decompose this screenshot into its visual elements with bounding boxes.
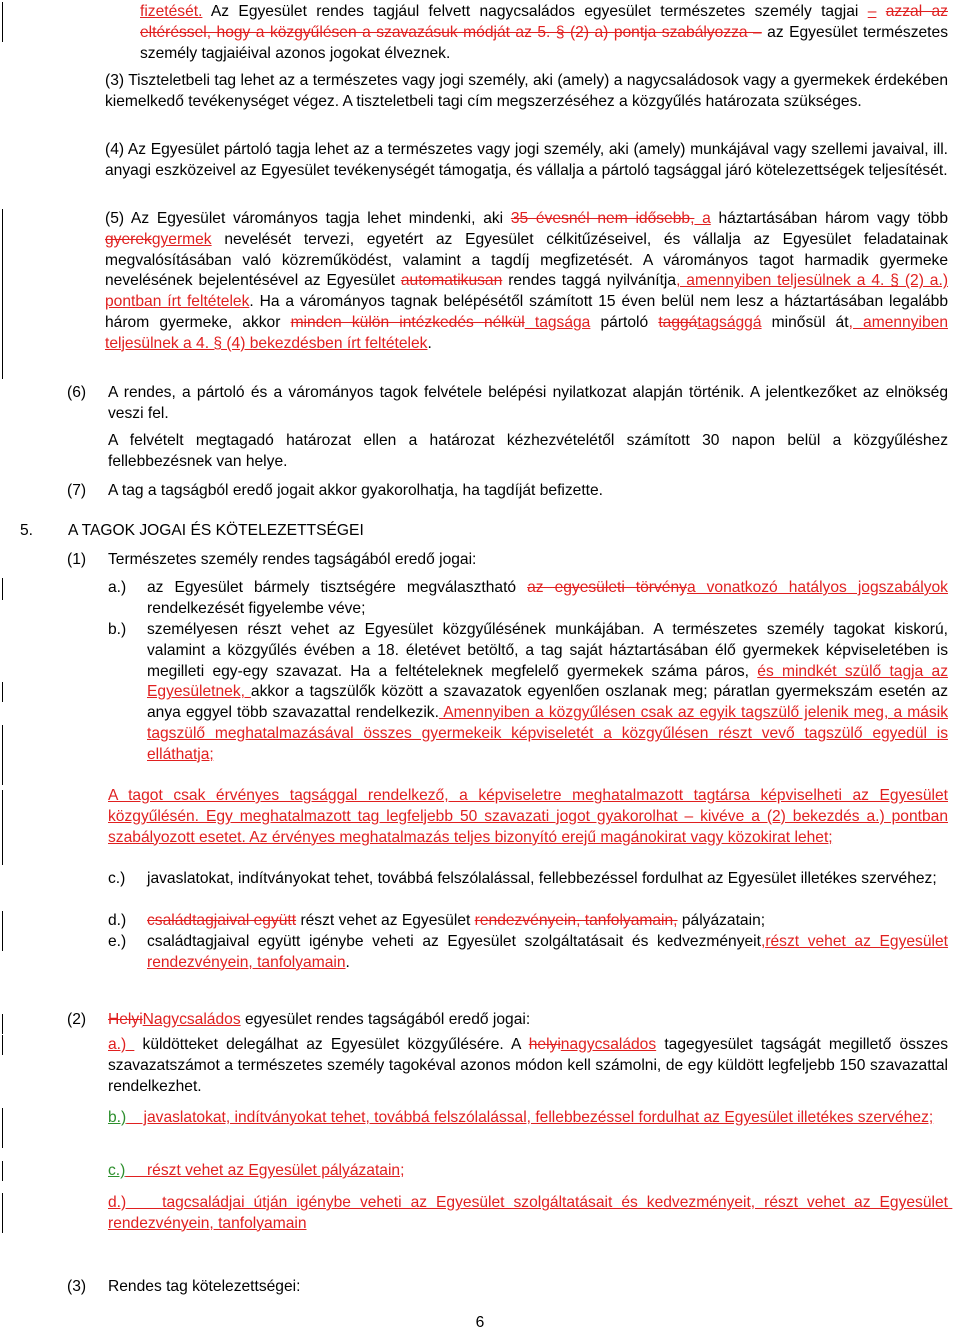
section-title: A TAGOK JOGAI ÉS KÖTELEZETTSÉGEI: [68, 522, 364, 539]
list-item-b-continuation: [108, 786, 948, 848]
inserted-text: A tagot csak érvényes tagsággal rendelkező, a képviseletre meghatalmazott tagtársa képviselheti az Egyesület közgyűlésén. Egy meghatalmazott tag legfeljebb 50 szavazati jogot gyakorolhat – kivéve a (2) bekezdés a.) pontban szabályozott esetet. Az érvényes meghatalmazás teljes bizonyító erejű magánokirat vagy közokirat lehet;: [108, 787, 948, 846]
list-item-label: e.): [108, 933, 127, 950]
text-run: (5) Az Egyesület várományos tagja lehet mindenki, aki: [105, 210, 511, 227]
paragraph: [105, 71, 948, 113]
change-bar: [2, 209, 3, 379]
subsection-text: [108, 1010, 948, 1031]
inserted-text: Amennyiben a közgyűlésen csak az egyik tagszülő jelenik meg, a másik tagszülő meghatalmazásával összes gyermekeik képviseletét a közgyűlésen részt vevő tagszülő egyedül is elláthatja;: [147, 704, 948, 763]
subsection-3: [67, 1277, 948, 1298]
inserted-text: részt vehet az Egyesület pályázatain;: [125, 1162, 405, 1179]
list-item: [108, 911, 948, 932]
text-run: pártoló: [590, 313, 659, 331]
change-bar: [2, 1193, 3, 1233]
text-run: küldötteket delegálhat az Egyesület közgyűlésére. A: [134, 1036, 529, 1053]
paragraph-label: (7): [67, 482, 87, 499]
subsection-text: Természetes személy rendes tagságából eredő jogai:: [108, 551, 477, 568]
list-item-text: [147, 911, 948, 932]
deleted-text: Helyi: [108, 1011, 143, 1028]
change-bar: [2, 1014, 3, 1034]
section-heading: [20, 521, 948, 542]
text-run: javaslatokat, indítványokat tehet, továbbá felszólalással, fellebbezéssel fordulhat az Egyesület illetékes szervéhez;: [147, 870, 937, 887]
deleted-text: azzal az eltéréssel, hogy a közgyűlésen a szavazásuk módját az 5. § (2) a) pontja szabályozza –: [140, 3, 948, 41]
list-item: [108, 932, 948, 974]
inserted-text: b.): [108, 1109, 127, 1126]
subsection-label: (2): [67, 1011, 87, 1028]
paragraph: [140, 2, 948, 64]
list-item: [108, 869, 948, 890]
change-bar: [2, 790, 3, 865]
inserted-text: –: [867, 3, 877, 20]
deleted-text: az egyesületi törvény: [527, 579, 687, 596]
paragraph-6-cont: A felvételt megtagadó határozat ellen a határozat kézhezvételétől számított 30 napon belül a közgyűléshez fellebbezésnek van helye.: [108, 432, 948, 470]
text-run: [876, 3, 885, 20]
deleted-text: minden külön intézkedés nélkül: [290, 313, 525, 331]
inserted-text: c.): [108, 1162, 126, 1179]
text-run: rendelkezését figyelembe véve;: [147, 599, 366, 617]
deleted-text: 35 évesnél nem idősebb,: [510, 210, 695, 227]
inserted-text: gyermek: [151, 230, 212, 248]
paragraph-6: [67, 383, 948, 425]
change-bar: [2, 578, 3, 600]
text-run: .: [345, 953, 350, 971]
list-item-label: a.): [108, 579, 127, 596]
text-run: . Ha a várományos tagnak belépésétől számított 15 éven belül nem lesz a háztartásában legalább három gyermeke, akkor: [105, 293, 948, 331]
paragraph-text: A tag a tagságból eredő jogait akkor gyakorolhatja, ha tagdíját befizette.: [108, 482, 604, 499]
inserted-text: nagycsaládos: [560, 1036, 657, 1053]
inserted-text: és mindkét szülő tagja az Egyesületnek,: [147, 662, 948, 701]
subsection-label: (3): [67, 1278, 87, 1295]
list-item-label: c.): [108, 870, 126, 887]
inserted-text: , amennyiben teljesülnek a 4. § (2) a.) pontban írt feltételek: [105, 272, 949, 311]
text-run: minősül át: [761, 313, 849, 331]
deleted-text: automatikusan: [400, 272, 503, 290]
paragraph-label: (6): [67, 384, 87, 401]
inserted-text: tagsággá: [697, 313, 762, 331]
inserted-text: a.): [108, 1036, 135, 1053]
deleted-text: helyi: [528, 1036, 561, 1053]
change-bar: [2, 2, 3, 42]
change-bar: [2, 911, 3, 951]
paragraph-7: [67, 481, 948, 502]
list-item-text: [147, 932, 948, 974]
list-item: [108, 1108, 948, 1129]
deleted-text: családtagjaival együtt: [147, 912, 297, 929]
inserted-text: ,részt vehet az Egyesület rendezvényein, tanfolyamain: [147, 933, 948, 971]
change-bar: [2, 1108, 3, 1148]
change-bar: [2, 1035, 3, 1055]
text-run: pályázatain;: [677, 912, 766, 929]
text-run: nevelését tervezi, egyetért az Egyesület célkitűzéseivel, és vállalja az Egyesület feladatainak megvalósításában való közreműködést, valamint a tagdíj megfizetését. A várományos tagot harmadik gyermeke nevelésének bejelentésével az Egyesület: [105, 230, 948, 290]
text-run: Az Egyesület rendes tagjául felvett nagycsaládos egyesület természetes személy tagjai: [202, 3, 868, 20]
list-item-text: [147, 578, 948, 620]
paragraph: [105, 140, 948, 182]
change-bar: [2, 682, 3, 702]
list-item: [108, 620, 948, 766]
inserted-text: a vonatkozó hatályos jogszabályok: [686, 579, 948, 596]
text-run: az Egyesület bármely tisztségére megválasztható: [147, 579, 528, 596]
deleted-text: taggá: [658, 313, 698, 331]
text-run: családtagjaival együtt igénybe veheti az Egyesület szolgáltatásait és kedvezményeit: [147, 933, 761, 950]
list-item: [108, 1161, 948, 1182]
inserted-text: a: [694, 210, 711, 227]
text-run: tagegyesület tagságát megillető összes szavazatszámot a természetes személy tagokéval azonos módon kell számolni, de egy küldött legfeljebb 150 szavazattal rendelkezhet.: [108, 1036, 953, 1095]
subsection-1: [67, 550, 948, 571]
change-bar: [2, 725, 3, 785]
text-run: (4) Az Egyesület pártoló tagja lehet az a természetes vagy jogi személy, aki (amely) munkájával vagy szellemi javaival, ill. anyagi eszközeivel az Egyesület tevékenységét támogatja, és vállalja a pártoló tagsággal járó kötelezettségek teljesítését.: [105, 141, 948, 179]
inserted-text: fizetését.: [140, 3, 203, 20]
text-run: (3) Tiszteletbeli tag lehet az a természetes vagy jogi személy, aki (amely) a nagycsaládosok vagy a gyermekek érdekében kiemelkedő tevékenységet végez. A tiszteletbeli tagi cím megszerzéséhez a közgyűlés határozata szükséges.: [105, 72, 948, 110]
list-item: [108, 1035, 953, 1097]
inserted-text: , amennyiben teljesülnek a 4. § (4) bekezdésben írt feltételek: [105, 313, 948, 352]
text-run: háztartásában három vagy több: [710, 210, 948, 227]
deleted-text: gyerek: [105, 230, 152, 248]
list-item-text: [147, 620, 948, 766]
page-number: 6: [475, 1314, 485, 1331]
subsection-label: (1): [67, 551, 87, 568]
list-item: [108, 1193, 953, 1235]
subsection-2: [67, 1010, 948, 1031]
list-item-text: [147, 869, 948, 890]
inserted-text: javaslatokat, indítványokat tehet, továbbá felszólalással, fellebbezéssel fordulhat az Egyesület illetékes szervéhez;: [126, 1109, 934, 1126]
deleted-text: rendezvényein, tanfolyamain,: [474, 912, 678, 929]
paragraph-text: A rendes, a pártoló és a várományos tagok felvétele belépési nyilatkozat alapján történik. A jelentkezőket az elnökség veszi fel.: [108, 384, 948, 422]
text-run: .: [427, 334, 432, 352]
inserted-text: Nagycsaládos: [142, 1011, 241, 1028]
change-bar: [2, 1161, 3, 1181]
paragraph: [105, 209, 948, 355]
text-run: akkor a tagszülők között a szavazatok egyenlően oszlanak meg; páratlan gyermekszám esetén az anya eggyel több szavazattal rendelkezik.: [147, 683, 949, 722]
text-run: egyesület rendes tagságából eredő jogai:: [240, 1011, 531, 1028]
inserted-text: d.) tagcsaládjai útján igénybe veheti az Egyesület szolgáltatásait és kedvezményeit, részt vehet az Egyesület rendezvényein, tanfolyamain: [108, 1194, 953, 1232]
subsection-text: Rendes tag kötelezettségei:: [108, 1278, 301, 1295]
section-number: 5.: [20, 522, 34, 539]
text-run: részt vehet az Egyesület: [296, 912, 475, 929]
list-item: [108, 578, 948, 620]
text-run: személyesen részt vehet az Egyesület közgyűlésének munkájában. A természetes személy tagokat kiskorú, valamint a közgyűlés évében a 18. életévet betöltő, a tag saját háztartásában élő gyermekek képviseletében is megilleti egy-egy szavazat. Ha a feltételeknek megfelelő gyermekek száma páros,: [147, 621, 948, 680]
list-item-label: b.): [108, 621, 127, 638]
inserted-text: tagsága: [524, 313, 591, 331]
text-run: rendes taggá nyilvánítja: [502, 272, 677, 290]
list-item-label: d.): [108, 912, 127, 929]
text-run: az Egyesület természetes személy tagjaiéival azonos jogokat élveznek.: [140, 23, 948, 62]
